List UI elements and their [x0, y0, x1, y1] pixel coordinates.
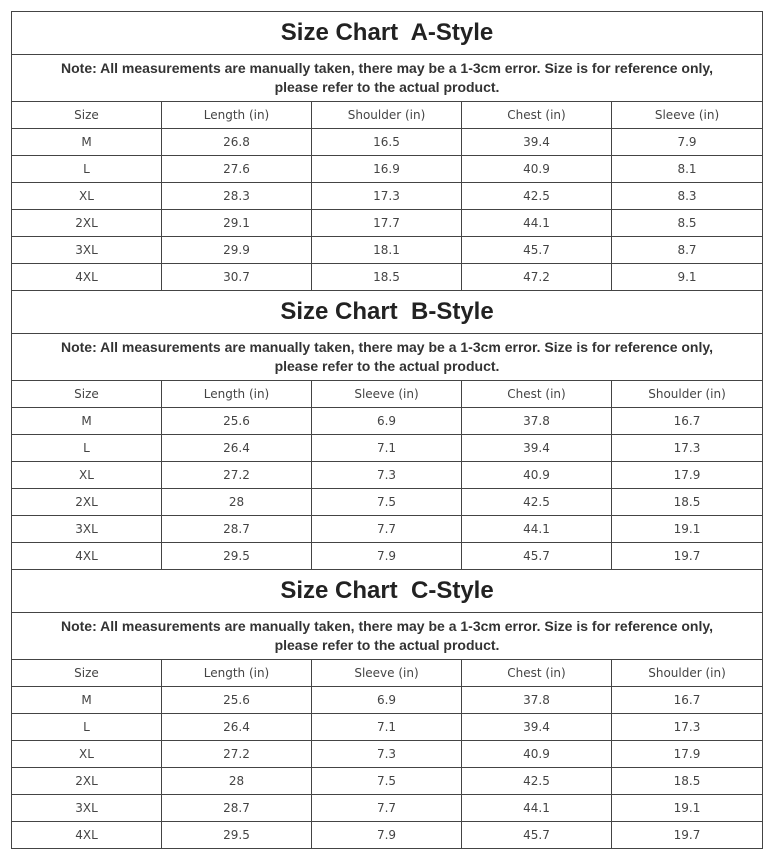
measurement-cell: 7.3 — [312, 741, 462, 768]
measurement-cell: 29.5 — [162, 543, 312, 570]
measurement-cell: 25.6 — [162, 687, 312, 714]
column-header: Sleeve (in) — [312, 660, 462, 687]
measurement-cell: 16.5 — [312, 129, 462, 156]
size-cell: 3XL — [12, 237, 162, 264]
measurement-cell: 8.1 — [612, 156, 763, 183]
table-row — [12, 408, 763, 435]
chart-title-text: Size Chart A-Style — [280, 19, 494, 46]
measurement-cell: 19.7 — [612, 822, 763, 849]
header-row — [12, 381, 763, 408]
size-cell: 3XL — [12, 516, 162, 543]
chart-title-text: Size Chart B-Style — [280, 298, 494, 325]
measurement-cell: 19.1 — [612, 516, 763, 543]
column-header: Length (in) — [162, 660, 312, 687]
measurement-cell: 7.1 — [312, 714, 462, 741]
table-row — [12, 489, 763, 516]
table-row — [12, 210, 763, 237]
column-header: Size — [12, 660, 162, 687]
table-row — [12, 435, 763, 462]
size-cell: 4XL — [12, 264, 162, 291]
table-row — [12, 462, 763, 489]
measurement-cell: 42.5 — [462, 183, 612, 210]
measurement-cell: 19.7 — [612, 543, 763, 570]
measurement-cell: 7.7 — [312, 516, 462, 543]
size-cell: M — [12, 408, 162, 435]
size-cell: 4XL — [12, 543, 162, 570]
measurement-cell: 27.2 — [162, 462, 312, 489]
measurement-cell: 44.1 — [462, 795, 612, 822]
size-chart-table — [11, 569, 763, 849]
measurement-cell: 16.7 — [612, 687, 763, 714]
measurement-note — [12, 334, 763, 381]
table-row — [12, 516, 763, 543]
measurement-cell: 29.9 — [162, 237, 312, 264]
measurement-cell: 39.4 — [462, 129, 612, 156]
measurement-cell: 7.9 — [312, 543, 462, 570]
note-line-2: please refer to the actual product. — [274, 79, 500, 95]
measurement-cell: 18.1 — [312, 237, 462, 264]
column-header: Length (in) — [162, 102, 312, 129]
measurement-cell: 45.7 — [462, 822, 612, 849]
measurement-cell: 7.5 — [312, 489, 462, 516]
measurement-cell: 37.8 — [462, 408, 612, 435]
table-row — [12, 687, 763, 714]
measurement-cell: 7.1 — [312, 435, 462, 462]
size-cell: XL — [12, 741, 162, 768]
measurement-cell: 7.5 — [312, 768, 462, 795]
column-header: Size — [12, 381, 162, 408]
measurement-cell: 7.3 — [312, 462, 462, 489]
size-cell: 2XL — [12, 489, 162, 516]
size-cell: M — [12, 129, 162, 156]
measurement-cell: 44.1 — [462, 516, 612, 543]
measurement-cell: 28.3 — [162, 183, 312, 210]
measurement-cell: 17.3 — [612, 714, 763, 741]
note-line-1: Note: All measurements are manually taken, there may be a 1-3cm error. Size is for reference only, — [60, 618, 714, 634]
size-cell: M — [12, 687, 162, 714]
measurement-cell: 17.3 — [312, 183, 462, 210]
measurement-cell: 39.4 — [462, 714, 612, 741]
size-cell: L — [12, 714, 162, 741]
measurement-cell: 16.7 — [612, 408, 763, 435]
measurement-cell: 39.4 — [462, 435, 612, 462]
measurement-cell: 42.5 — [462, 768, 612, 795]
measurement-cell: 27.6 — [162, 156, 312, 183]
table-row — [12, 795, 763, 822]
measurement-cell: 28 — [162, 489, 312, 516]
measurement-cell: 28 — [162, 768, 312, 795]
measurement-cell: 8.7 — [612, 237, 763, 264]
measurement-cell: 40.9 — [462, 156, 612, 183]
table-row — [12, 741, 763, 768]
table-row — [12, 714, 763, 741]
size-cell: 2XL — [12, 768, 162, 795]
column-header: Sleeve (in) — [312, 381, 462, 408]
measurement-cell: 7.9 — [612, 129, 763, 156]
chart-title-text: Size Chart C-Style — [280, 577, 494, 604]
note-line-1: Note: All measurements are manually taken, there may be a 1-3cm error. Size is for reference only, — [61, 60, 714, 76]
measurement-cell: 17.9 — [612, 462, 763, 489]
table-row — [12, 129, 763, 156]
size-cell: 3XL — [12, 795, 162, 822]
measurement-cell: 27.2 — [162, 741, 312, 768]
chart-title — [12, 12, 763, 55]
column-header: Length (in) — [162, 381, 312, 408]
table-row — [12, 822, 763, 849]
measurement-cell: 37.8 — [462, 687, 612, 714]
column-header: Chest (in) — [462, 660, 612, 687]
measurement-cell: 40.9 — [462, 462, 612, 489]
size-cell: 4XL — [12, 822, 162, 849]
size-charts — [11, 11, 762, 849]
measurement-cell: 17.9 — [612, 741, 763, 768]
size-chart-table — [11, 290, 763, 570]
chart-title — [12, 570, 763, 613]
column-header: Chest (in) — [462, 102, 612, 129]
size-cell: L — [12, 156, 162, 183]
measurement-cell: 7.7 — [312, 795, 462, 822]
measurement-note — [12, 55, 763, 102]
measurement-note — [12, 613, 763, 660]
measurement-cell: 26.8 — [162, 129, 312, 156]
table-row — [12, 183, 763, 210]
measurement-cell: 16.9 — [312, 156, 462, 183]
table-row — [12, 237, 763, 264]
size-cell: L — [12, 435, 162, 462]
chart-title — [12, 291, 763, 334]
note-line-1: Note: All measurements are manually taken, there may be a 1-3cm error. Size is for reference only, — [60, 339, 714, 355]
measurement-cell: 47.2 — [462, 264, 612, 291]
note-line-2: please refer to the actual product. — [274, 637, 500, 653]
measurement-cell: 29.5 — [162, 822, 312, 849]
column-header: Shoulder (in) — [612, 660, 763, 687]
measurement-cell: 8.5 — [612, 210, 763, 237]
size-cell: 2XL — [12, 210, 162, 237]
measurement-cell: 18.5 — [312, 264, 462, 291]
measurement-cell: 26.4 — [162, 435, 312, 462]
table-row — [12, 768, 763, 795]
measurement-cell: 8.3 — [612, 183, 763, 210]
measurement-cell: 44.1 — [462, 210, 612, 237]
measurement-cell: 25.6 — [162, 408, 312, 435]
measurement-cell: 9.1 — [612, 264, 763, 291]
measurement-cell: 17.7 — [312, 210, 462, 237]
note-line-2: please refer to the actual product. — [274, 358, 500, 374]
size-chart-table — [11, 11, 763, 291]
measurement-cell: 45.7 — [462, 543, 612, 570]
measurement-cell: 7.9 — [312, 822, 462, 849]
table-row — [12, 264, 763, 291]
header-row — [12, 660, 763, 687]
column-header: Shoulder (in) — [612, 381, 763, 408]
measurement-cell: 45.7 — [462, 237, 612, 264]
measurement-cell: 17.3 — [612, 435, 763, 462]
measurement-cell: 30.7 — [162, 264, 312, 291]
measurement-cell: 29.1 — [162, 210, 312, 237]
measurement-cell: 28.7 — [162, 516, 312, 543]
column-header: Sleeve (in) — [612, 102, 763, 129]
measurement-cell: 6.9 — [312, 408, 462, 435]
measurement-cell: 40.9 — [462, 741, 612, 768]
header-row — [12, 102, 763, 129]
measurement-cell: 42.5 — [462, 489, 612, 516]
measurement-cell: 19.1 — [612, 795, 763, 822]
measurement-cell: 18.5 — [612, 489, 763, 516]
column-header: Shoulder (in) — [312, 102, 462, 129]
column-header: Chest (in) — [462, 381, 612, 408]
size-cell: XL — [12, 183, 162, 210]
size-cell: XL — [12, 462, 162, 489]
column-header: Size — [12, 102, 162, 129]
measurement-cell: 18.5 — [612, 768, 763, 795]
measurement-cell: 6.9 — [312, 687, 462, 714]
measurement-cell: 28.7 — [162, 795, 312, 822]
table-row — [12, 543, 763, 570]
measurement-cell: 26.4 — [162, 714, 312, 741]
table-row — [12, 156, 763, 183]
